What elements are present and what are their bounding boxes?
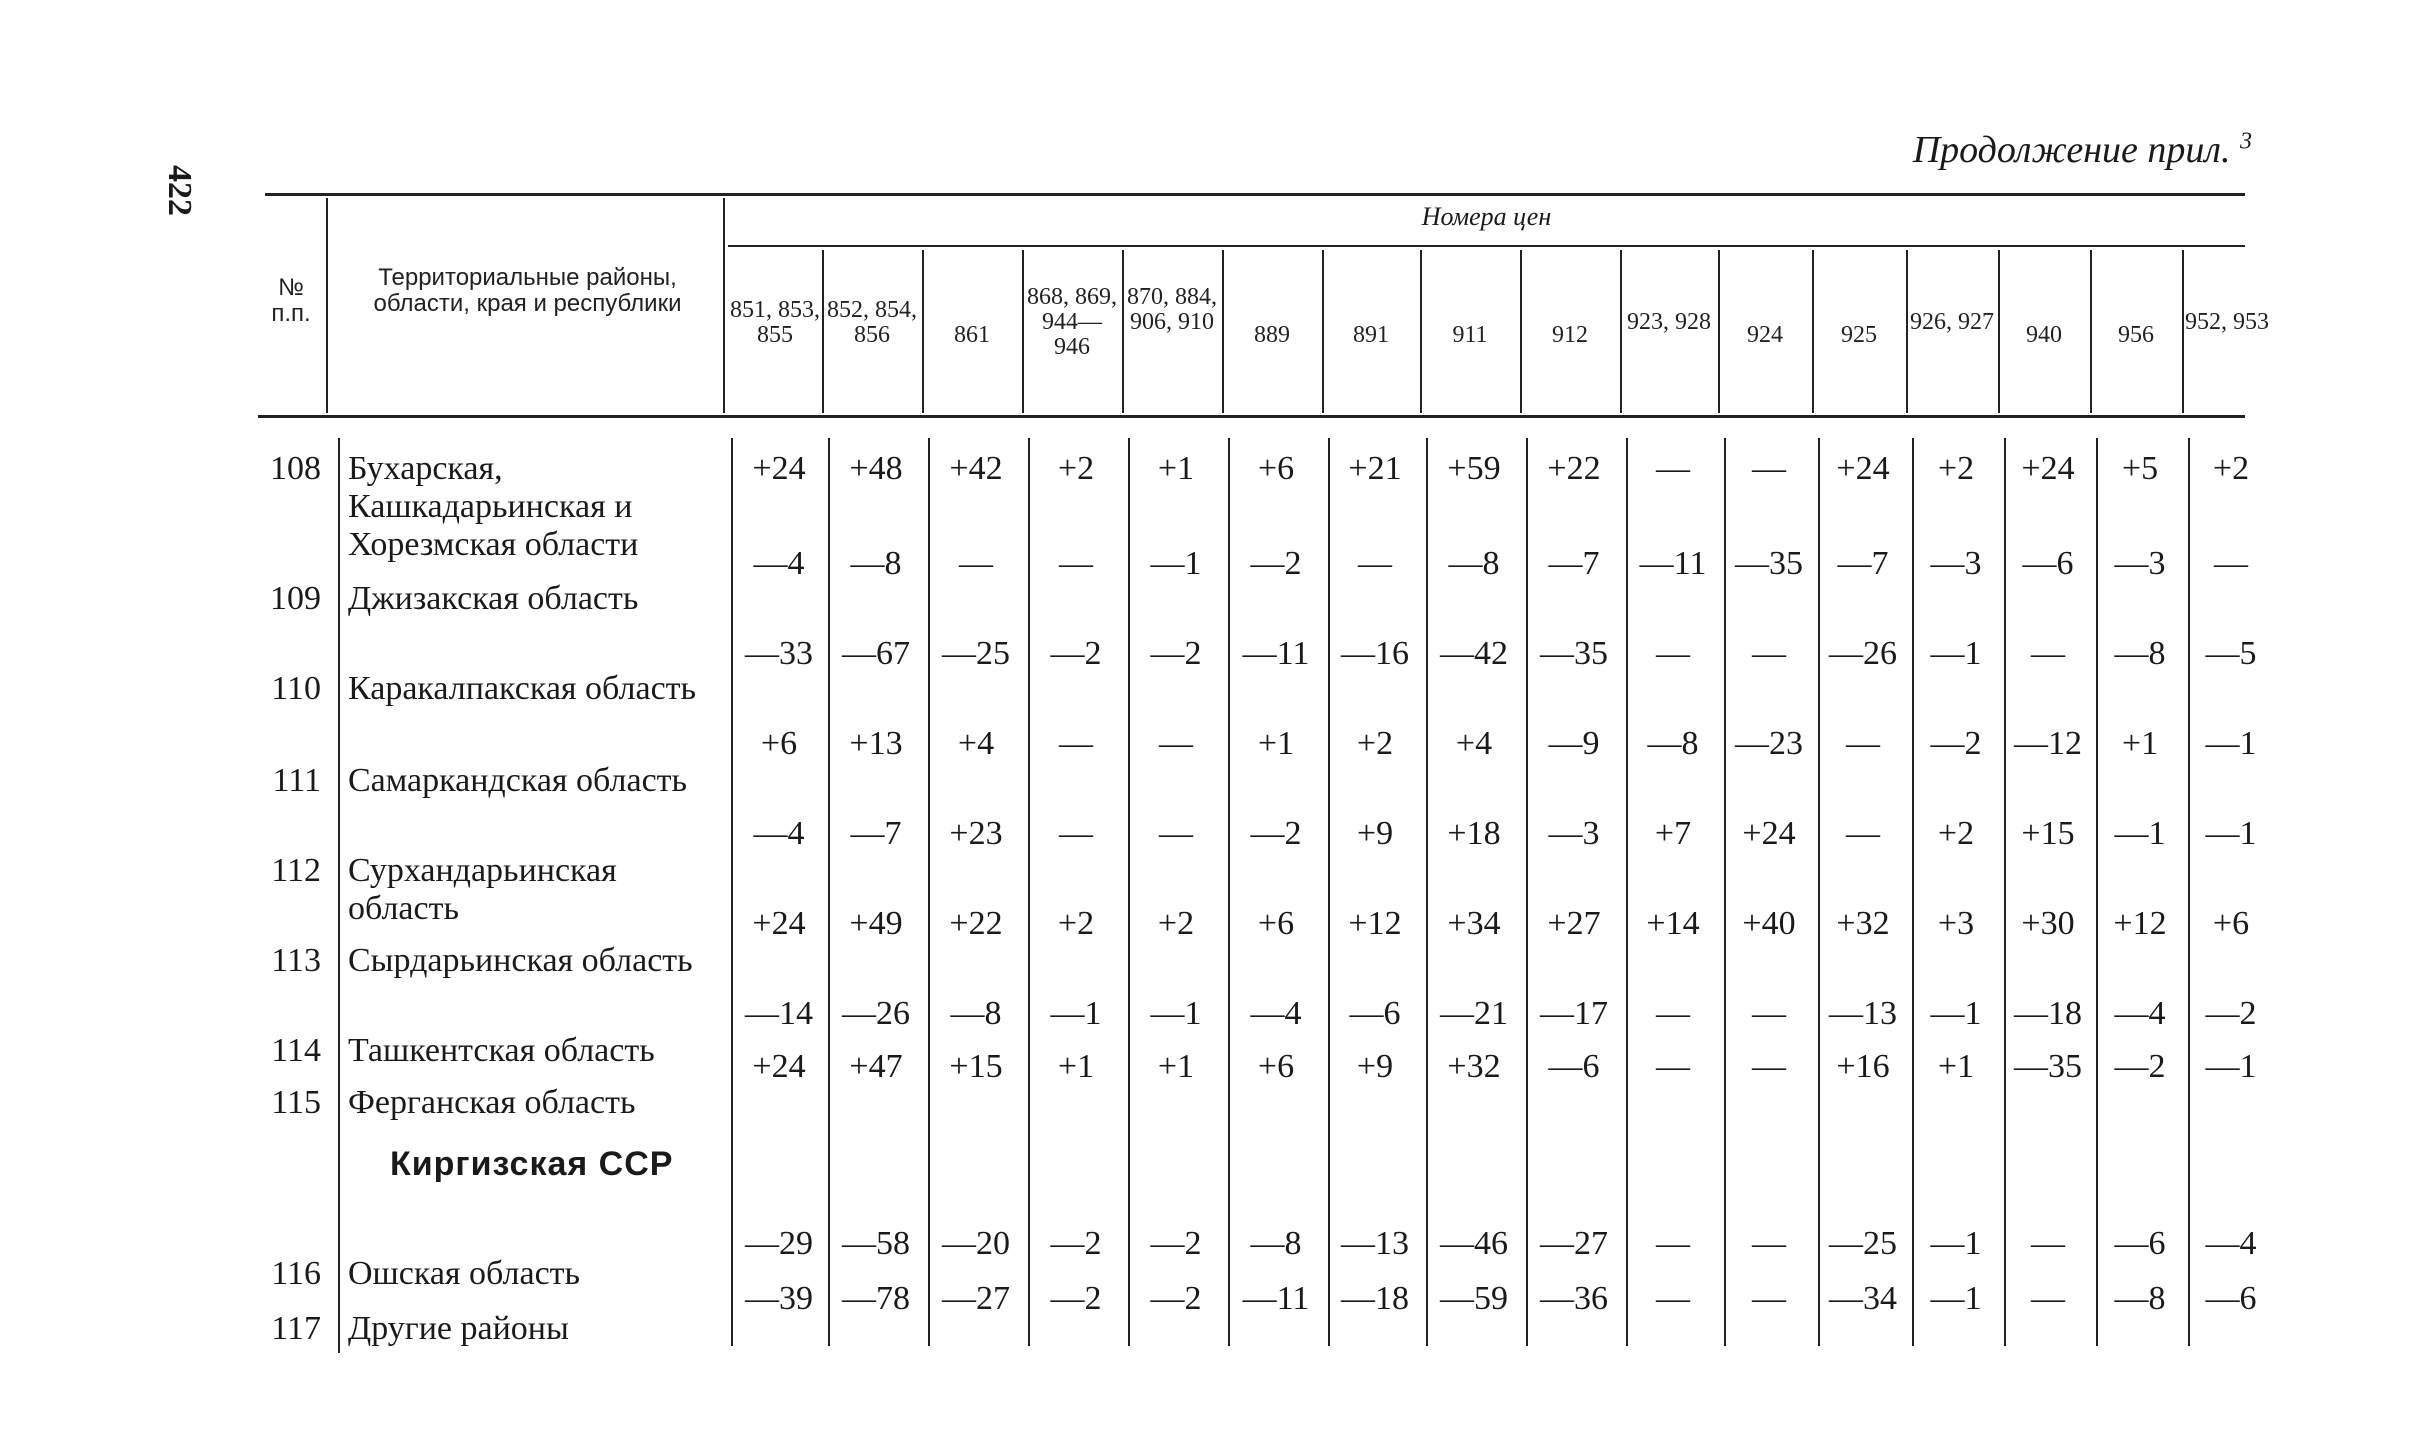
row-number: 116 — [271, 1255, 321, 1292]
table-cell: +6 — [2212, 905, 2250, 942]
rule-group — [728, 245, 2245, 247]
vline-num-hdr — [326, 198, 328, 413]
table-cell: —20 — [942, 1225, 1010, 1262]
table-cell: —59 — [1440, 1280, 1508, 1317]
table-cell: —8 — [2114, 1280, 2166, 1317]
table-cell: +34 — [1447, 905, 1501, 942]
table-cell: +40 — [1742, 905, 1796, 942]
table-cell: —26 — [842, 995, 910, 1032]
header-price-col: 924 — [1747, 321, 1783, 348]
table-cell: —6 — [1349, 995, 1401, 1032]
header-num: № п.п. — [271, 274, 311, 327]
table-cell: +2 — [1937, 815, 1975, 852]
row-number: 110 — [271, 670, 321, 707]
table-cell: +24 — [1836, 450, 1890, 487]
table-cell: +16 — [1836, 1048, 1890, 1085]
region-name: Джизакская область — [348, 580, 639, 617]
table-cell: — — [2214, 545, 2248, 582]
table-cell: —13 — [1829, 995, 1897, 1032]
table-cell: —36 — [1540, 1280, 1608, 1317]
table-cell: — — [1752, 995, 1786, 1032]
table-cell: — — [1752, 635, 1786, 672]
table-cell: +48 — [849, 450, 903, 487]
table-cell: — — [2031, 1225, 2065, 1262]
header-price-col: 852, 854, 856 — [827, 296, 917, 348]
table-cell: +24 — [2021, 450, 2075, 487]
table-cell: —6 — [1548, 1048, 1600, 1085]
table-cell: +21 — [1348, 450, 1402, 487]
table-cell: —7 — [1548, 545, 1600, 582]
table-cell: —5 — [2205, 635, 2257, 672]
table-cell: —8 — [1250, 1225, 1302, 1262]
table-cell: +22 — [1547, 450, 1601, 487]
table-cell: +14 — [1646, 905, 1700, 942]
table-cell: — — [2031, 635, 2065, 672]
row-number: 113 — [271, 942, 321, 979]
row-number: 115 — [271, 1084, 321, 1121]
table-cell: +42 — [949, 450, 1003, 487]
table-cell: —6 — [2114, 1225, 2166, 1262]
table-cell: +4 — [957, 725, 995, 762]
table-cell: +1 — [2121, 725, 2159, 762]
table-cell: +15 — [2021, 815, 2075, 852]
table-cell: —9 — [1548, 725, 1600, 762]
header-region: Территориальные районы, области, края и республики — [373, 264, 682, 317]
table-cell: —1 — [1150, 545, 1202, 582]
row-number: 117 — [271, 1310, 321, 1347]
region-name: Ошская область — [348, 1255, 581, 1292]
table-cell: +59 — [1447, 450, 1501, 487]
table-cell: —8 — [850, 545, 902, 582]
table-cell: +1 — [1937, 1048, 1975, 1085]
table-cell: +24 — [752, 450, 806, 487]
table-cell: +3 — [1937, 905, 1975, 942]
table-cell: —7 — [1837, 545, 1889, 582]
table-cell: —2 — [1150, 635, 1202, 672]
table-cell: +47 — [849, 1048, 903, 1085]
table-cell: — — [1656, 450, 1690, 487]
table-cell: —1 — [1930, 635, 1982, 672]
continuation-text: Продолжение прил. — [1912, 129, 2231, 171]
table-cell: —26 — [1829, 635, 1897, 672]
table-cell: —2 — [2205, 995, 2257, 1032]
table-cell: —18 — [2014, 995, 2082, 1032]
table-cell: — — [1159, 725, 1193, 762]
header-price-col: 861 — [954, 321, 990, 348]
table-cell: +2 — [1057, 450, 1095, 487]
table-cell: +49 — [849, 905, 903, 942]
header-price-col: 926, 927 — [1910, 309, 1994, 335]
region-name: Сырдарьинская область — [348, 942, 693, 979]
table-cell: +5 — [2121, 450, 2159, 487]
table-cell: —23 — [1735, 725, 1803, 762]
table-cell: —58 — [842, 1225, 910, 1262]
header-price-col: 925 — [1841, 321, 1877, 348]
table-cell: —27 — [1540, 1225, 1608, 1262]
table-cell: — — [1752, 450, 1786, 487]
table-cell: +24 — [752, 1048, 806, 1085]
table-cell: +1 — [1057, 1048, 1095, 1085]
table-cell: — — [1752, 1225, 1786, 1262]
table-cell: —1 — [2205, 725, 2257, 762]
table-cell: —17 — [1540, 995, 1608, 1032]
table-cell: —33 — [745, 635, 813, 672]
region-name: Другие районы — [348, 1310, 569, 1347]
table-cell: —4 — [1250, 995, 1302, 1032]
table-cell: —12 — [2014, 725, 2082, 762]
table-cell: — — [1059, 545, 1093, 582]
header-price-col: 891 — [1353, 321, 1389, 348]
table-cell: —25 — [942, 635, 1010, 672]
table-cell: —35 — [1735, 545, 1803, 582]
vline-region-hdr — [723, 198, 725, 413]
region-name: Самаркандская область — [348, 762, 688, 799]
table-cell: —42 — [1440, 635, 1508, 672]
table-cell: —18 — [1341, 1280, 1409, 1317]
region-name: Сурхандарьинская область — [348, 852, 617, 927]
table-cell: — — [1656, 995, 1690, 1032]
table-cell: —2 — [1050, 1225, 1102, 1262]
table-cell: —34 — [1829, 1280, 1897, 1317]
table-cell: — — [2031, 1280, 2065, 1317]
table-cell: —3 — [2114, 545, 2166, 582]
table-cell: +24 — [1742, 815, 1796, 852]
row-number: 111 — [272, 762, 321, 799]
table-cell: —2 — [1050, 635, 1102, 672]
table-cell: +6 — [1257, 1048, 1295, 1085]
table-cell: —2 — [1250, 815, 1302, 852]
table-cell: +1 — [1157, 1048, 1195, 1085]
table-cell: —11 — [1639, 545, 1707, 582]
table-cell: — — [1656, 1225, 1690, 1262]
table-cell: — — [1752, 1048, 1786, 1085]
table-cell: —14 — [745, 995, 813, 1032]
table-cell: +32 — [1447, 1048, 1501, 1085]
table-cell: —2 — [2114, 1048, 2166, 1085]
header-prices-group: Номера цен — [1421, 202, 1552, 231]
table-cell: — — [1656, 635, 1690, 672]
table-cell: —1 — [2114, 815, 2166, 852]
table-cell: —46 — [1440, 1225, 1508, 1262]
table-cell: —8 — [1647, 725, 1699, 762]
table-cell: — — [1059, 725, 1093, 762]
table-cell: +4 — [1455, 725, 1493, 762]
table-cell: —4 — [753, 545, 805, 582]
table-cell: +6 — [1257, 905, 1295, 942]
table-cell: +7 — [1654, 815, 1692, 852]
table-cell: +9 — [1356, 1048, 1394, 1085]
rule-header-bottom — [258, 415, 2245, 418]
table-cell: +2 — [1937, 450, 1975, 487]
table-cell: —4 — [753, 815, 805, 852]
table-cell: +1 — [1157, 450, 1195, 487]
header-price-col: 851, 853, 855 — [730, 296, 820, 348]
header-price-col: 870, 884, 906, 910 — [1127, 284, 1217, 335]
section-title: Киргизская ССР — [390, 1145, 674, 1183]
table-cell: —27 — [942, 1280, 1010, 1317]
table-cell: +13 — [849, 725, 903, 762]
table-cell: —6 — [2205, 1280, 2257, 1317]
table-cell: +12 — [2113, 905, 2167, 942]
table-cell: —2 — [1930, 725, 1982, 762]
continuation-sup: 3 — [2240, 128, 2252, 155]
header-price-col: 889 — [1254, 321, 1290, 348]
table-cell: —4 — [2114, 995, 2166, 1032]
table-cell: +30 — [2021, 905, 2075, 942]
table-cell: +2 — [1057, 905, 1095, 942]
table-cell: —4 — [2205, 1225, 2257, 1262]
table-cell: —11 — [1242, 635, 1310, 672]
table-cell: +6 — [760, 725, 798, 762]
region-name: Ферганская область — [348, 1084, 636, 1121]
region-name: Бухарская, Кашкадарьинская и Хорезмская области — [348, 450, 639, 563]
table-cell: +9 — [1356, 815, 1394, 852]
table-cell: — — [1846, 725, 1880, 762]
table-cell: — — [1656, 1280, 1690, 1317]
table-cell: —2 — [1150, 1225, 1202, 1262]
table-cell: —67 — [842, 635, 910, 672]
table-cell: —13 — [1341, 1225, 1409, 1262]
row-number: 109 — [270, 580, 321, 617]
table-cell: —16 — [1341, 635, 1409, 672]
region-name: Каракалпакская область — [348, 670, 697, 707]
table-cell: —1 — [2205, 1048, 2257, 1085]
table-cell: — — [959, 545, 993, 582]
table-cell: —2 — [1250, 545, 1302, 582]
table-cell: —11 — [1242, 1280, 1310, 1317]
table-cell: —1 — [1930, 1225, 1982, 1262]
table-cell: — — [1656, 1048, 1690, 1085]
table-cell: —21 — [1440, 995, 1508, 1032]
table-cell: —35 — [1540, 635, 1608, 672]
table-cell: — — [1059, 815, 1093, 852]
continuation-note — [1913, 128, 2252, 172]
table-cell: +2 — [1157, 905, 1195, 942]
header-price-col: 923, 928 — [1627, 309, 1711, 335]
row-number: 108 — [270, 450, 321, 487]
table-cell: —1 — [1050, 995, 1102, 1032]
header-price-col: 912 — [1552, 321, 1588, 348]
table-cell: —2 — [1050, 1280, 1102, 1317]
table-cell: +27 — [1547, 905, 1601, 942]
table-cell: —6 — [2022, 545, 2074, 582]
table-cell: +6 — [1257, 450, 1295, 487]
table-cell: —8 — [950, 995, 1002, 1032]
table-cell: —1 — [1930, 995, 1982, 1032]
header-price-col: 911 — [1452, 321, 1488, 348]
table-cell: —29 — [745, 1225, 813, 1262]
header-price-col: 952, 953 — [2185, 309, 2269, 335]
table-cell: +18 — [1447, 815, 1501, 852]
table-cell: —78 — [842, 1280, 910, 1317]
table-cell: +1 — [1257, 725, 1295, 762]
header-price-col: 940 — [2026, 321, 2062, 348]
table-cell: —2 — [1150, 1280, 1202, 1317]
table-cell: —7 — [850, 815, 902, 852]
table-cell: — — [1846, 815, 1880, 852]
table-cell: +15 — [949, 1048, 1003, 1085]
table-cell: —1 — [2205, 815, 2257, 852]
table-cell: —3 — [1930, 545, 1982, 582]
table-cell: —25 — [1829, 1225, 1897, 1262]
table-cell: +22 — [949, 905, 1003, 942]
row-number: 112 — [271, 852, 321, 889]
table-cell: +2 — [1356, 725, 1394, 762]
region-name: Ташкентская область — [348, 1032, 655, 1069]
table-cell: +2 — [2212, 450, 2250, 487]
vline-num-body — [338, 438, 340, 1353]
table-cell: —8 — [2114, 635, 2166, 672]
header-price-col: 956 — [2118, 321, 2154, 348]
row-number: 114 — [271, 1032, 321, 1069]
table-cell: —35 — [2014, 1048, 2082, 1085]
table-cell: — — [1752, 1280, 1786, 1317]
table-cell: —1 — [1150, 995, 1202, 1032]
table-cell: —39 — [745, 1280, 813, 1317]
table-cell: +24 — [752, 905, 806, 942]
table-cell: — — [1358, 545, 1392, 582]
table-cell: +32 — [1836, 905, 1890, 942]
rule-top — [265, 193, 2245, 196]
table-cell: —1 — [1930, 1280, 1982, 1317]
table-cell: +23 — [949, 815, 1003, 852]
table-cell: —8 — [1448, 545, 1500, 582]
page-number: 422 — [161, 165, 198, 216]
table-cell: —3 — [1548, 815, 1600, 852]
header-price-col: 868, 869, 944— 946 — [1027, 284, 1117, 360]
table-cell: — — [1159, 815, 1193, 852]
table-cell: +12 — [1348, 905, 1402, 942]
